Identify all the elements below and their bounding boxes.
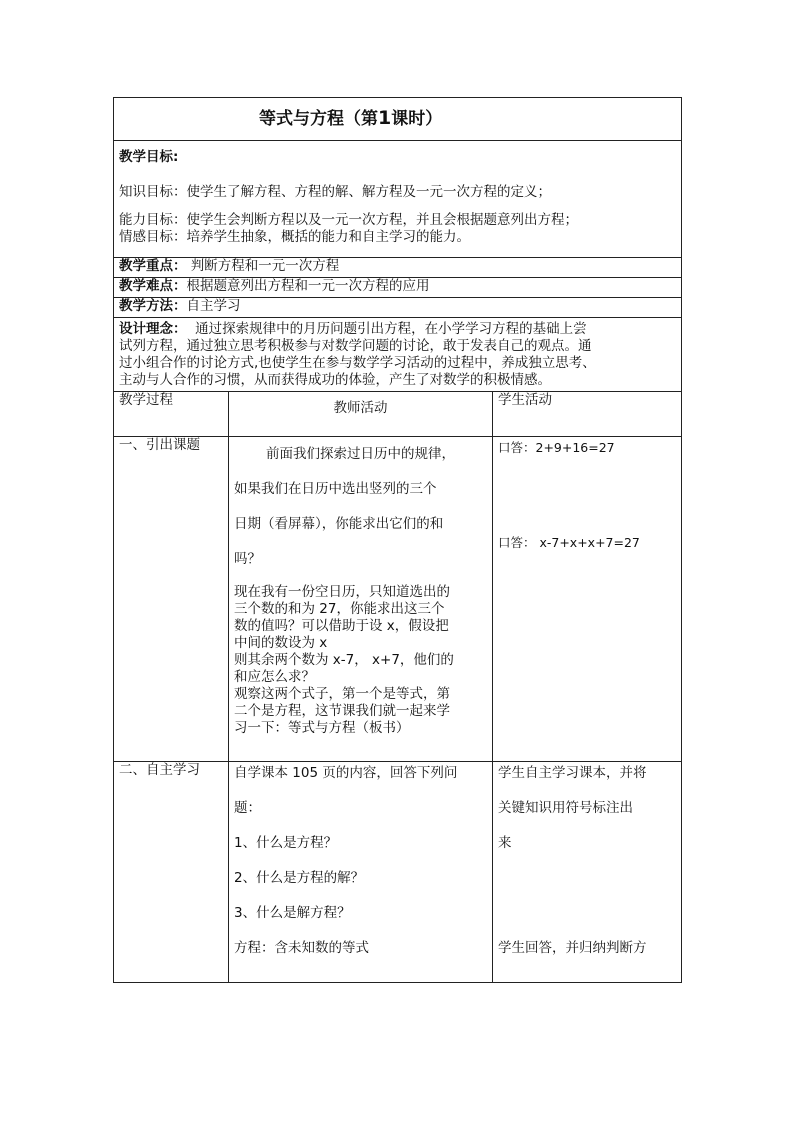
method-row xyxy=(114,298,682,318)
column-header-teacher: 教师活动 xyxy=(229,392,493,437)
method-cell xyxy=(114,298,682,318)
section-1-teacher-line: 观察这两个式子，第一个是等式，第 xyxy=(234,686,450,702)
section-2-teacher-line: 题： xyxy=(234,800,261,816)
section-2-student-line: 关键知识用符号标注出 xyxy=(498,800,633,816)
key-point-text: 判断方程和一元一次方程 xyxy=(190,258,340,274)
section-1-student-answer-1: 口答：2+9+16=27 xyxy=(498,440,615,455)
difficulty-row xyxy=(114,278,682,298)
key-point-row xyxy=(114,258,682,278)
section-1-teacher-line: 吗？ xyxy=(234,551,261,567)
section-1-teacher xyxy=(229,437,493,762)
section-row-1 xyxy=(114,437,682,762)
method-text: 自主学习 xyxy=(186,298,241,314)
section-row-2 xyxy=(114,762,682,983)
lesson-plan-table xyxy=(113,97,682,983)
difficulty-cell xyxy=(114,278,682,298)
title-lesson-number: 1 xyxy=(378,107,392,129)
section-2-teacher-line: 3、什么是解方程？ xyxy=(234,905,351,921)
design-line-1: 通过探索规律中的月历问题引出方程，在小学学习方程的基础上尝 xyxy=(195,321,587,337)
goal-emotion: 情感目标：培养学生抽象，概括的能力和自主学习的能力。 xyxy=(119,229,470,245)
section-1-teacher-line: 则其余两个数为 x-7， x+7，他们的 xyxy=(234,652,454,668)
column-header-process: 教学过程 xyxy=(114,392,229,437)
section-2-student xyxy=(493,762,682,983)
section-1-teacher-line: 中间的数设为 x xyxy=(234,635,328,651)
design-label: 设计理念： xyxy=(119,321,187,337)
section-1-teacher-line: 现在我有一份空日历，只知道选出的 xyxy=(234,584,450,600)
section-2-student-line: 学生自主学习课本，并将 xyxy=(498,765,647,781)
section-1-teacher-line: 二个是方程，这节课我们就一起来学 xyxy=(234,703,450,719)
goals-cell xyxy=(114,141,682,258)
section-2-student-line: 来 xyxy=(498,835,512,851)
goal-knowledge: 知识目标：使学生了解方程、方程的解、解方程及一元一次方程的定义； xyxy=(119,184,551,200)
section-1-teacher-line: 如果我们在日历中选出竖列的三个 xyxy=(234,481,437,497)
design-row xyxy=(114,318,682,392)
column-header-row xyxy=(114,392,682,437)
column-header-student: 学生活动 xyxy=(493,392,682,437)
difficulty-label: 教学难点： xyxy=(119,278,187,294)
key-point-cell xyxy=(114,258,682,278)
section-2-teacher xyxy=(229,762,493,983)
section-1-teacher-line: 日期（看屏幕），你能求出它们的和 xyxy=(234,516,444,532)
design-cell xyxy=(114,318,682,392)
title-row xyxy=(114,98,682,141)
section-1-teacher-line: 前面我们探索过日历中的规律， xyxy=(266,446,455,462)
section-2-stage: 二、自主学习 xyxy=(114,762,229,983)
design-line-3: 过小组合作的讨论方式,也使学生在参与数学学习活动的过程中，养成独立思考、 xyxy=(119,355,596,371)
section-1-teacher-line: 数的值吗？可以借助于设 x，假设把 xyxy=(234,618,449,634)
title-suffix: 课时） xyxy=(391,109,443,129)
section-2-student-line: 学生回答，并归纳判断方 xyxy=(498,940,647,956)
title-main: 等式与方程（第 xyxy=(259,109,378,129)
method-label: 教学方法： xyxy=(119,298,187,314)
goals-row xyxy=(114,141,682,258)
key-point-label: 教学重点： xyxy=(119,258,187,274)
goal-ability: 能力目标：使学生会判断方程以及一元一次方程，并且会根据题意列出方程； xyxy=(119,212,578,228)
section-1-teacher-line: 习一下：等式与方程（板书） xyxy=(234,720,410,736)
section-1-teacher-line: 和应怎么求？ xyxy=(234,669,315,685)
section-2-teacher-line: 2、什么是方程的解？ xyxy=(234,870,365,886)
page-title xyxy=(114,98,682,141)
section-1-student xyxy=(493,437,682,762)
goals-heading: 教学目标: xyxy=(119,149,179,165)
section-1-student-answer-2: 口答： x-7+x+x+7=27 xyxy=(498,535,640,550)
section-1-stage: 一、引出课题 xyxy=(114,437,229,762)
section-2-teacher-line: 方程：含未知数的等式 xyxy=(234,940,369,956)
section-2-teacher-line: 自学课本 105 页的内容，回答下列问 xyxy=(234,765,458,781)
difficulty-text: 根据题意列出方程和一元一次方程的应用 xyxy=(186,278,430,294)
section-2-teacher-line: 1、什么是方程？ xyxy=(234,835,338,851)
lesson-plan-page xyxy=(113,97,681,983)
design-line-4: 主动与人合作的习惯，从而获得成功的体验，产生了对数学的积极情感。 xyxy=(119,372,551,388)
section-1-teacher-line: 三个数的和为 27，你能求出这三个 xyxy=(234,601,445,617)
design-line-2: 试列方程，通过独立思考积极参与对数学问题的讨论，敢于发表自己的观点。通 xyxy=(119,338,592,354)
